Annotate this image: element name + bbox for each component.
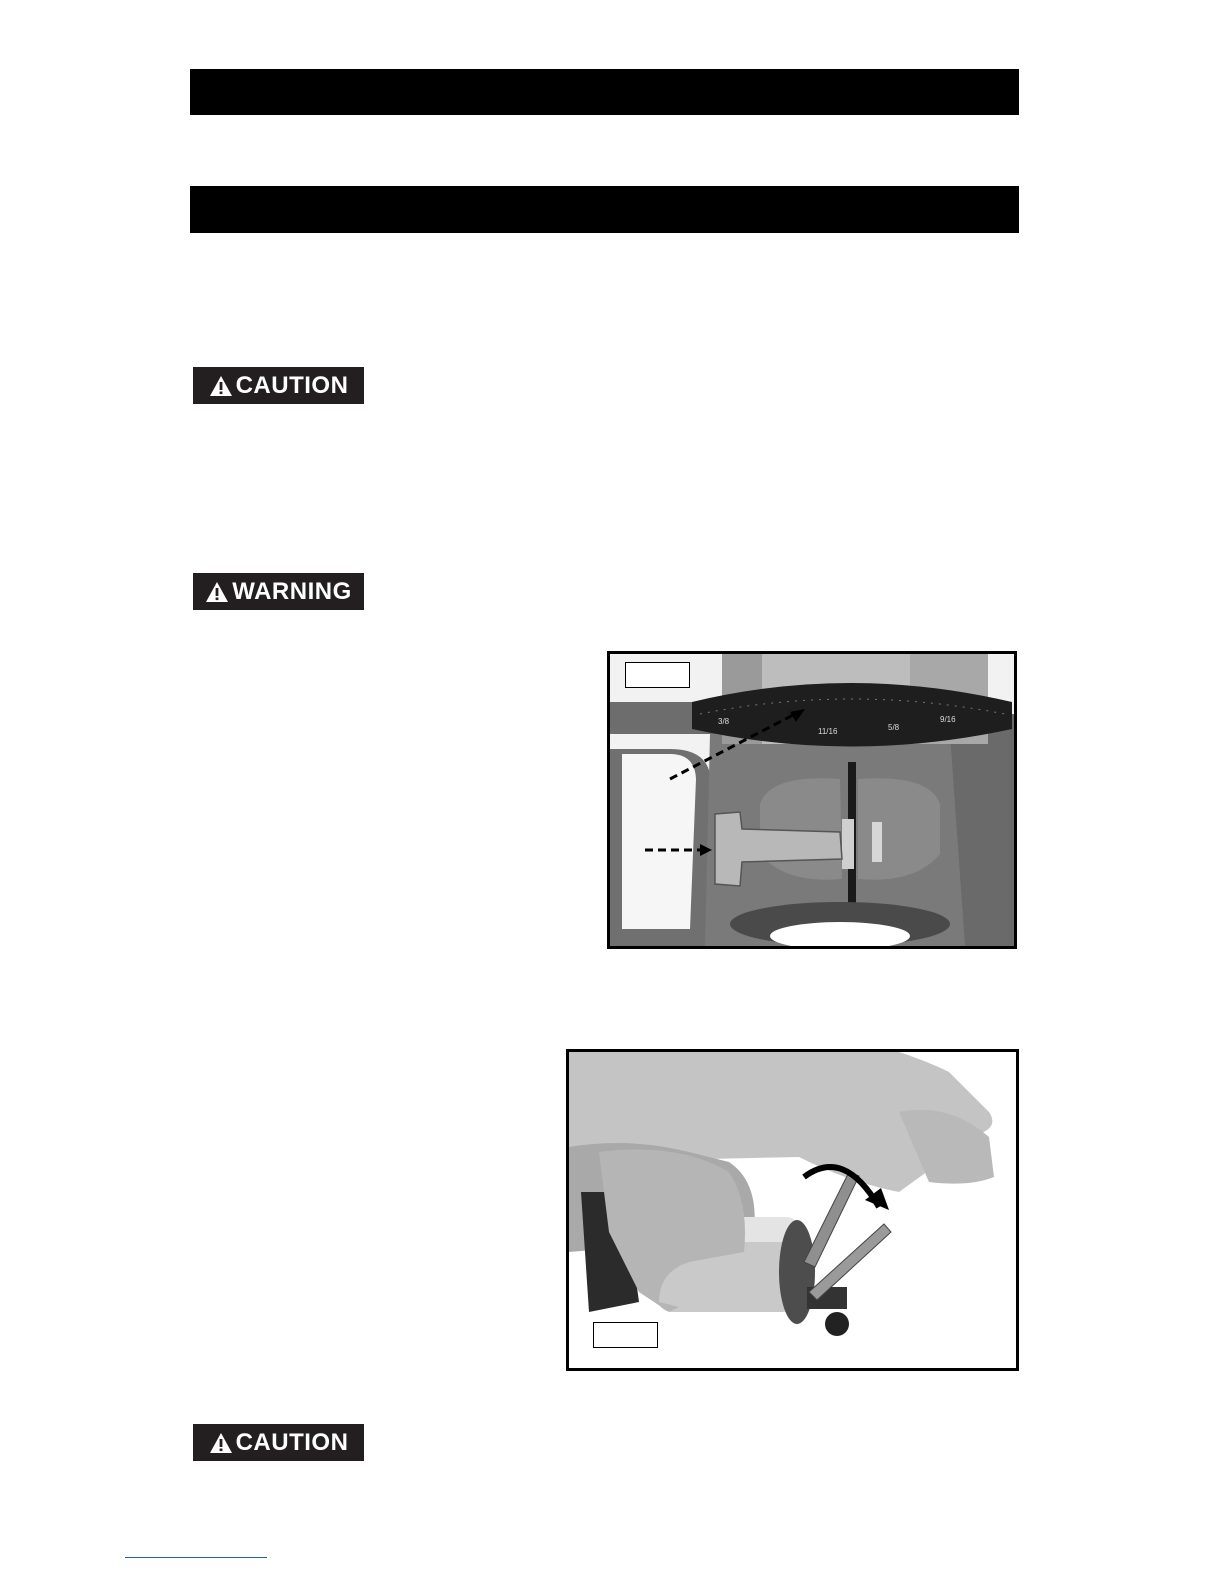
caution-label xyxy=(193,1424,364,1461)
section-header-bar xyxy=(190,69,1019,115)
figure-router-base xyxy=(607,651,1017,949)
scale-mark: 11/16 xyxy=(818,727,838,736)
warning-label xyxy=(193,573,364,610)
caution-label-text: CAUTION xyxy=(235,1428,349,1456)
scale-mark: 9/16 xyxy=(940,715,956,724)
figure-bit-change xyxy=(566,1049,1019,1371)
caution-label-text: CAUTION xyxy=(235,371,349,399)
footer-link-rule xyxy=(125,1557,267,1558)
figure-label-box xyxy=(625,662,690,688)
caution-label xyxy=(193,367,364,404)
warning-label-text: WARNING xyxy=(232,577,352,605)
warning-triangle-icon xyxy=(209,375,233,397)
warning-triangle-icon xyxy=(205,581,229,603)
subsection-header-bar xyxy=(190,186,1019,233)
warning-triangle-icon xyxy=(209,1432,233,1454)
scale-mark: 5/8 xyxy=(888,723,900,732)
scale-mark: 3/8 xyxy=(718,717,730,726)
figure-label-box xyxy=(593,1322,658,1348)
